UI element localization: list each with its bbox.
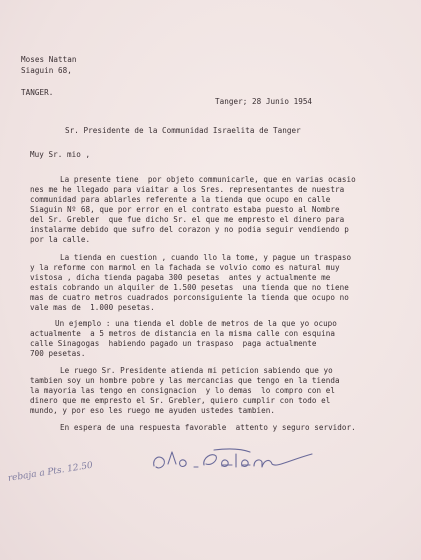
salutation: Muy Sr. mio , xyxy=(30,150,91,159)
sender-city: TANGER. xyxy=(21,88,54,97)
closing-line: En espera de una respuesta favorable attento y seguro servidor. xyxy=(60,423,356,432)
paragraph-line: Siaguin Nº 68, que por error en el contrato estaba puesto al Nombre xyxy=(30,205,340,214)
paragraph-line: tambien soy un hombre pobre y las mercancias que tengo en la tienda xyxy=(30,376,340,385)
paragraph-line: mundo, y por eso les ruego me ayuden ustedes tambien. xyxy=(30,406,275,415)
paragraph-line: actualmente a 5 metros de distancia en la misma calle con esquina xyxy=(30,329,336,338)
pencil-margin-note: rebaja a Pts. 12.50 xyxy=(7,460,94,484)
paragraph-line: la mayoria las tengo en consignacion y lo demas lo compro con el xyxy=(30,386,336,395)
letter-date: Tanger; 28 Junio 1954 xyxy=(215,97,313,106)
paragraph-line: La tienda en cuestion , cuando llo la tome, y pague un traspaso xyxy=(60,253,352,262)
paragraph-line: nes me he llegado para viaitar a los Sres. representantes de nuestra xyxy=(30,185,345,194)
paragraph-line: communidad para ablarles referente a la tienda que ocupo en calle xyxy=(30,195,331,204)
paragraph-line: calle Sinagogas habiendo pagado un traspaso paga actualmente xyxy=(30,339,317,348)
paragraph-line: estais cobrando un alquiler de 1.500 pesetas una tienda que no tiene xyxy=(30,283,349,292)
paragraph-line: Le ruego Sr. Presidente atienda mi peticion sabiendo que yo xyxy=(60,366,333,375)
paragraph-line: dinero que me empresto el Sr. Grebler, quiero cumplir con todo el xyxy=(30,396,331,405)
recipient-line: Sr. Presidente de la Communidad Israelita de Tanger xyxy=(65,126,301,135)
paragraph-line: 700 pesetas. xyxy=(30,349,86,358)
paragraph-line: La presente tiene por objeto communicarle, que en varias ocasio xyxy=(60,175,356,184)
handwritten-signature xyxy=(150,440,320,478)
paragraph-line: mas de cuatro metros cuadrados porconsiguiente la tienda que ocupo no xyxy=(30,293,349,302)
paragraph-line: y la reforme con marmol en la fachada se volvio como es natural muy xyxy=(30,263,340,272)
paragraph-line: vale mas de 1.000 pesetas. xyxy=(30,303,155,312)
paragraph-line: del Sr. Grebler que fue dicho Sr. el que me empresto el dinero para xyxy=(30,215,345,224)
paragraph-line: Un ejemplo : una tienda el doble de metros de la que yo ocupo xyxy=(55,319,337,328)
paragraph-line: por la calle. xyxy=(30,235,91,244)
paragraph-line: vistosa , dicha tienda pagaba 300 pesetas antes y actualmente me xyxy=(30,273,331,282)
paragraph-line: instalarme debido que sufro del corazon y no podia seguir vendiendo p xyxy=(30,225,349,234)
sender-street: Siaguin 68, xyxy=(21,66,72,75)
sender-name: Moses Nattan xyxy=(21,55,77,64)
